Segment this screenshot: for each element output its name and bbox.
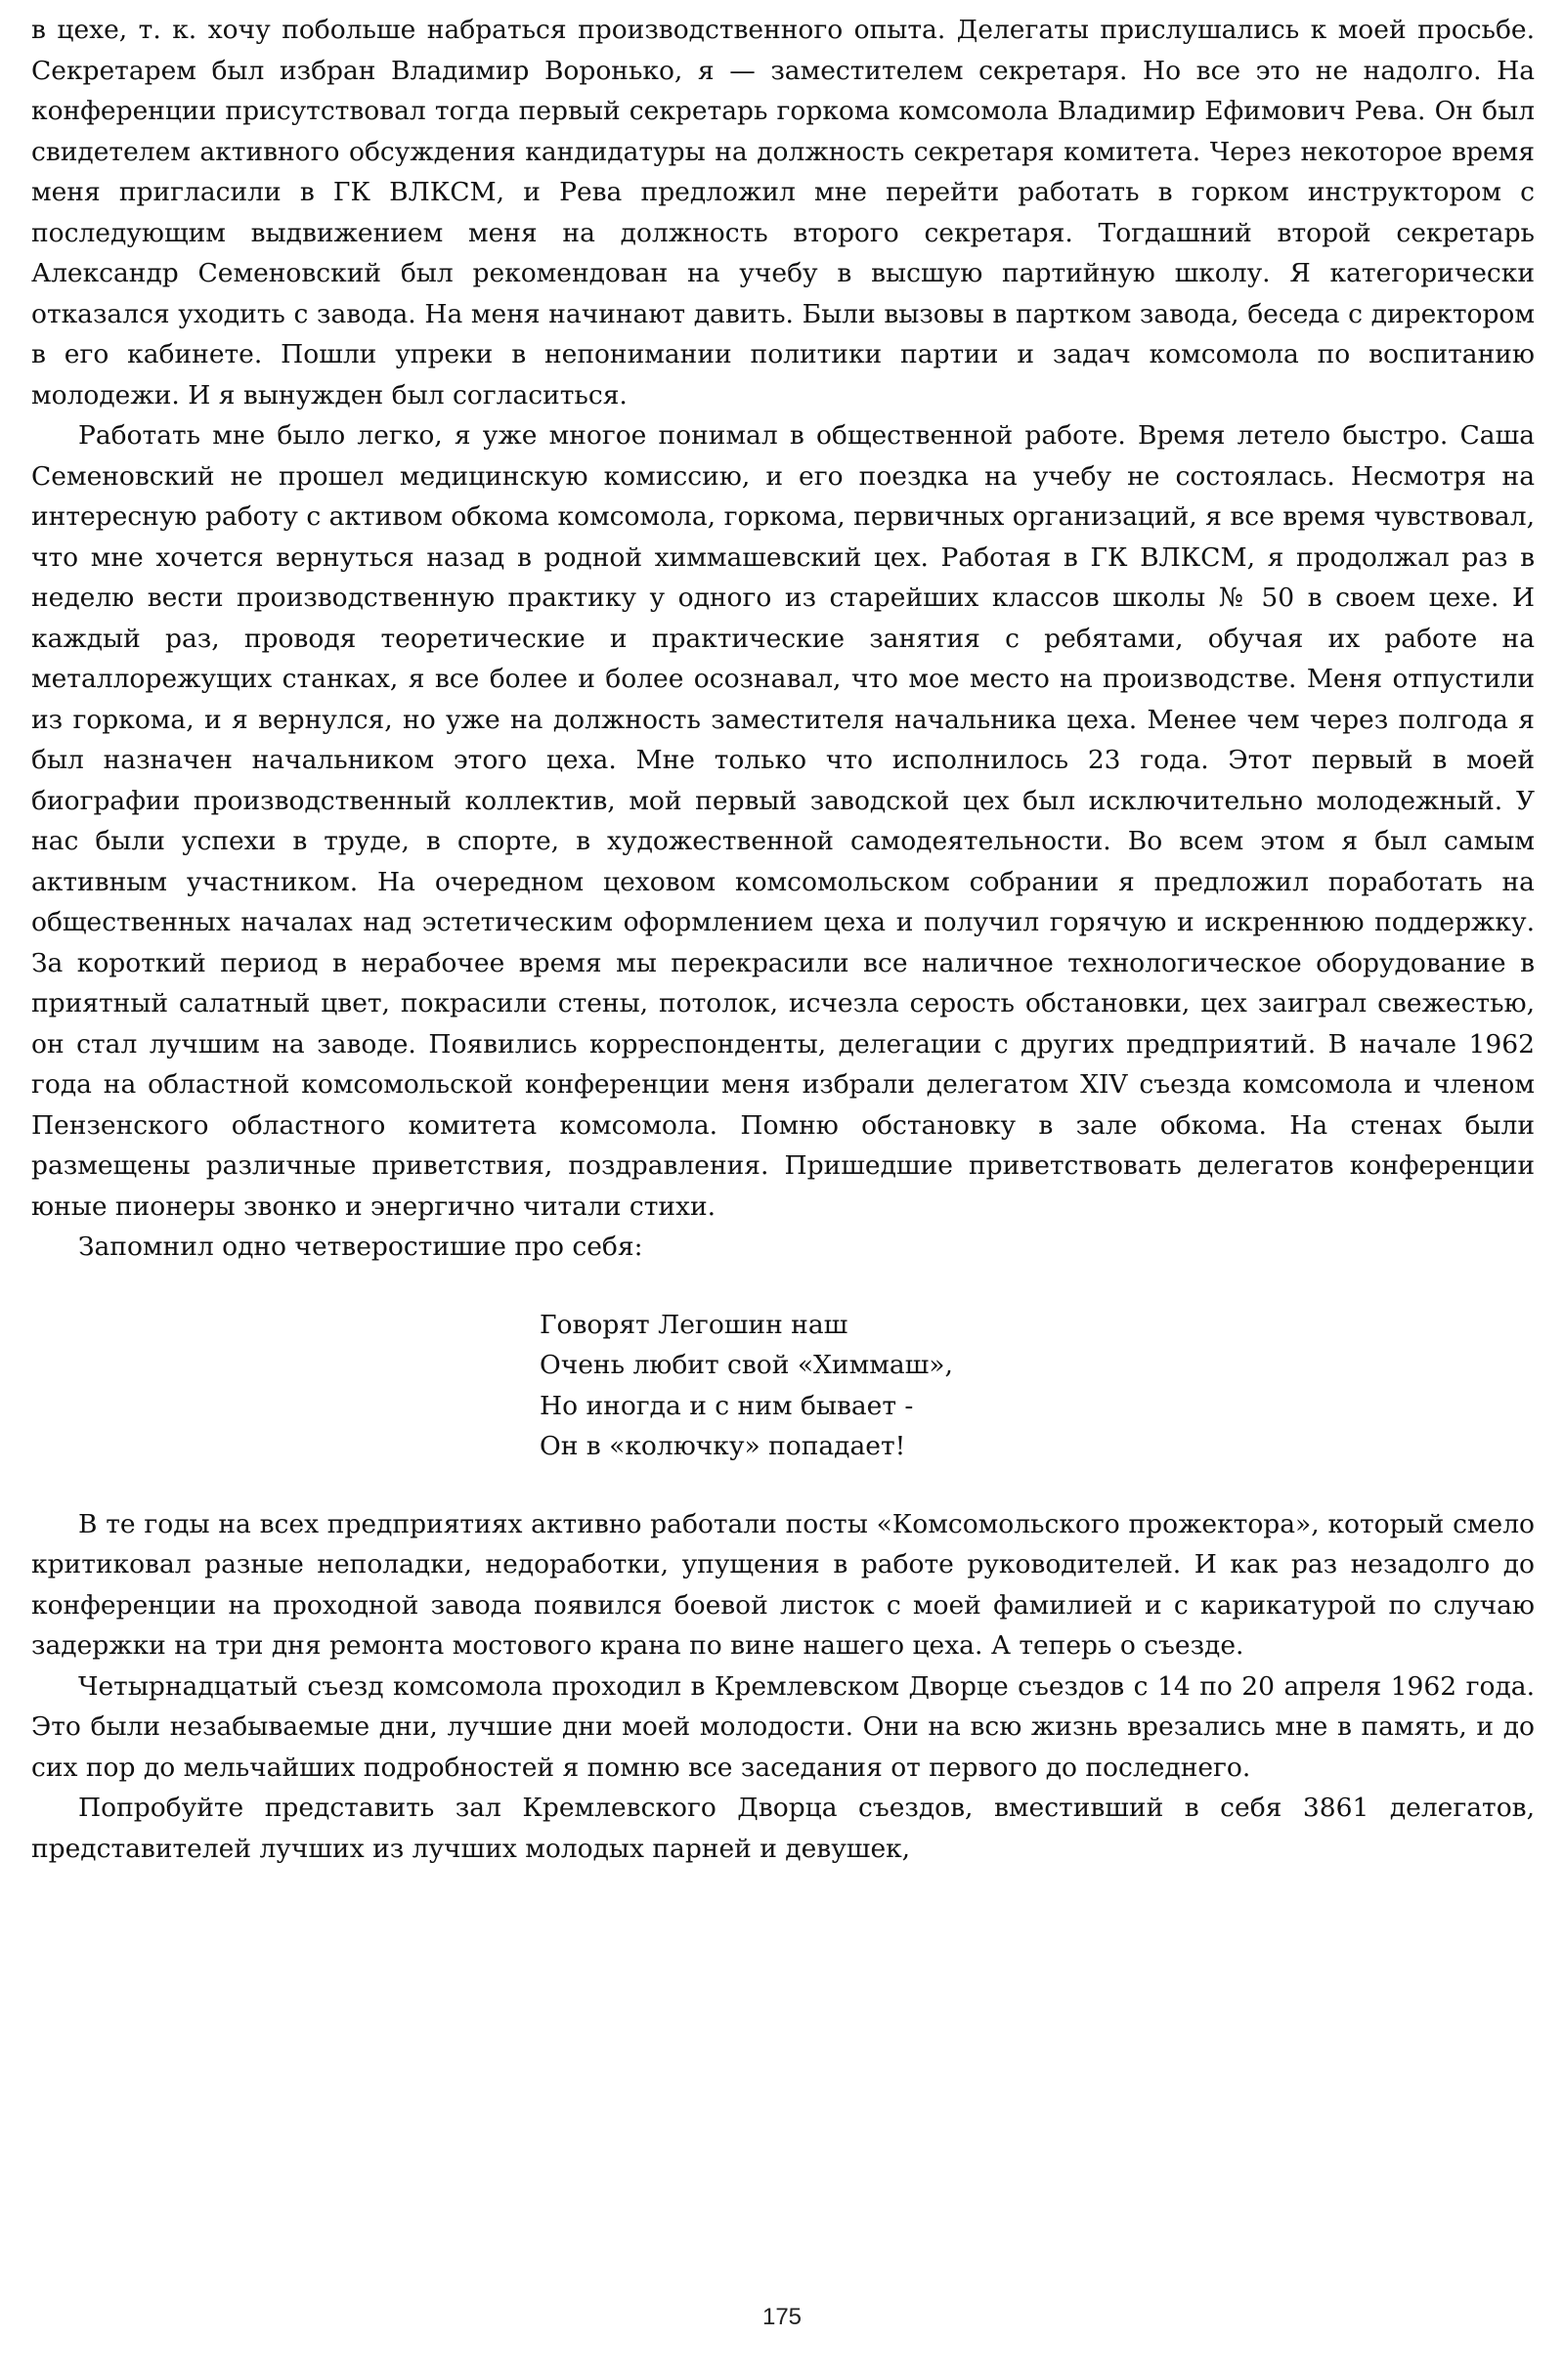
poem-line: Говорят Легошин наш [540,1309,848,1340]
poem-line: Он в «колючку» попадает! [540,1431,906,1461]
paragraph-quatrain-intro: Запомнил одно четверостишие про себя: [78,1232,643,1262]
paragraph-komsomol-searchlight: В те годы на всех предприятиях активно работали посты «Комсомольского прожектора», который смело критиковал разные неполадки, недоработки, упущения в работе руководителей. И как раз незадолго до конференции на проходной завода появился боевой листок с моей фамилией и с карикатурой по случаю задержки на три дня ремонта мостового крана по вине нашего цеха. А теперь о съезде. [31,1508,1535,1661]
poem-line: Очень любит свой «Химмаш», [540,1350,953,1380]
book-page [31,10,1535,2370]
page-number: 175 [761,2304,803,2330]
poem-line: Но иногда и с ним бывает - [540,1390,914,1421]
paragraph-fourteenth-congress: Четырнадцатый съезд комсомола проходил в Кремлевском Дворце съездов с 14 по 20 апреля 1962 года. Это были незабываемые дни, лучшие дни моей молодости. Они на всю жизнь врезались мне в память, и до сих пор до мельчайших подробностей я помню все заседания от первого до последнего. [31,1670,1535,1783]
paragraph-kremlin-palace: Попробуйте представить зал Кремлевского Дворца съездов, вместивший в себя 3861 делегатов, представителей лучших из лучших молодых парней и девушек, [31,1793,1535,1864]
paragraph-continued: в цехе, т. к. хочу побольше набраться производственного опыта. Делегаты прислушались к моей просьбе. Секретарем был избран Владимир Воронько, я — заместителем секретаря. Но все это не надолго. На конференции присутствовал тогда первый секретарь горкома комсомола Владимир Ефимович Рева. Он был свидетелем активного обсуждения кандидатуры на должность секретаря комитета. Через некоторое время меня пригласили в ГК ВЛКСМ, и Рева предложил мне перейти работать в горком инструктором с последующим выдвижением меня на должность второго секретаря. Тогдашний второй секретарь Александр Семеновский был рекомендован на учебу в высшую партийную школу. Я категорически отказался уходить с завода. На меня начинают давить. Были вызовы в партком завода, беседа с директором в его кабинете. Пошли упреки в непонимании политики партии и задач комсомола по воспитанию молодежи. И я вынужден был согласиться. [31,15,1535,411]
quatrain [31,1305,1535,1467]
paragraph-work-in-gorkom: Работать мне было легко, я уже многое понимал в общественной работе. Время летело быстро. Саша Семеновский не прошел медицинскую комиссию, и его поездка на учебу не состоялась. Несмотря на интересную работу с активом обкома комсомола, горкома, первичных организаций, я все время чувствовал, что мне хочется вернуться назад в родной химмашевский цех. Работая в ГК ВЛКСМ, я продолжал раз в неделю вести производственную практику у одного из старейших классов школы № 50 в своем цехе. И каждый раз, проводя теоретические и практические занятия с ребятами, обучая их работе на металлорежущих станках, я все более и более осознавал, что мое место на производстве. Меня отпустили из горкома, и я вернулся, но уже на должность заместителя начальника цеха. Менее чем через полгода я был назначен начальником этого цеха. Мне только что исполнилось 23 года. Этот первый в моей биографии производственный коллектив, мой первый заводской цех был исключительно молодежный. У нас были успехи в труде, в спорте, в художественной самодеятельности. Во всем этом я был самым активным участником. На очередном цеховом комсомольском собрании я предложил поработать на общественных началах над эстетическим оформлением цеха и получил горячую и искреннюю поддержку. За короткий период в нерабочее время мы перекрасили все наличное технологическое оборудование в приятный салатный цвет, покрасили стены, потолок, исчезла серость обстановки, цех заиграл свежестью, он стал лучшим на заводе. Появились корреспонденты, делегации с других предприятий. В начале 1962 года на областной комсомольской конференции меня избрали делегатом XIV съезда комсомола и членом Пензенского областного комитета комсомола. Помню обстановку в зале обкома. На стенах были размещены различные приветствия, поздравления. Пришедшие приветствовать делегатов конференции юные пионеры звонко и энергично читали стихи. [31,420,1535,1222]
